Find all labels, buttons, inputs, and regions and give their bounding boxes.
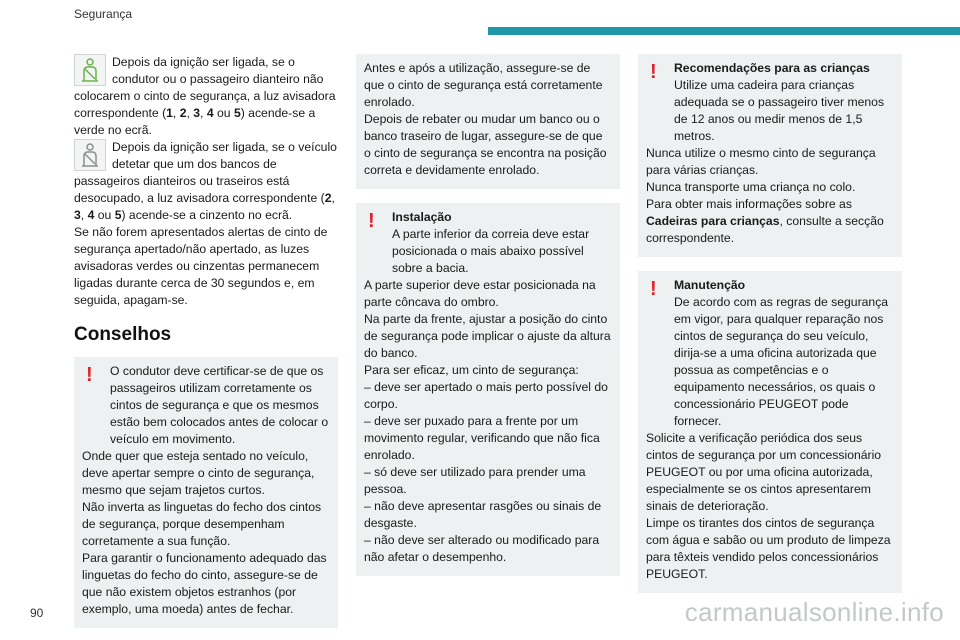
child-seats-link[interactable]: Cadeiras para crianças <box>646 214 780 228</box>
installation-item: – não deve ser alterado ou modificado para não afetar o desempenho. <box>364 533 600 564</box>
maintenance-title: Manutenção <box>674 278 746 292</box>
maintenance-box <box>638 271 902 593</box>
winding-p2: Depois de rebater ou mudar um banco ou o banco traseiro de lugar, assegure-se de que o cinto de segurança se encontra na posição correta e devidamente enrolado. <box>364 112 607 177</box>
installation-title: Instalação <box>392 210 452 224</box>
maintenance-lead <box>646 277 894 430</box>
children-p4: Para obter mais informações sobre as Cadeiras para crianças, consulte a secção correspondente. <box>646 197 884 245</box>
installation-item: – deve ser puxado para a frente por um movimento regular, verificando que não fica enrolado. <box>364 414 600 462</box>
children-lead <box>646 60 894 145</box>
warning-exclamation-icon: ! <box>650 278 657 300</box>
seatbelt-vacant-text: Depois da ignição ser ligada, se o veículo detetar que um dos bancos de passageiros dianteiros ou traseiros está desocupado, a luz avisadora correspondente (2, 3, 4 ou 5) acende-se a cinzento no ecrã. <box>74 140 337 222</box>
children-p3: Nunca transporte uma criança no colo. <box>646 180 856 194</box>
warning-exclamation-icon: ! <box>86 364 93 386</box>
maintenance-p3: Limpe os tirantes dos cintos de segurança com água e sabão ou um produto de limpeza para têxteis vendido pelos concessionários PEUGEOT. <box>646 516 891 581</box>
children-box <box>638 54 902 257</box>
column-2 <box>356 54 620 590</box>
maintenance-p2: Solicite a verificação periódica dos seus cintos de segurança por um concessionário PEUGEOT ou por uma oficina autorizada, especialmente se os cintos apresentarem sinais de deterioração. <box>646 431 882 513</box>
installation-p2: A parte superior deve estar posicionada na parte côncava do ombro. <box>364 278 596 309</box>
section-title-conselhos: Conselhos <box>74 324 172 345</box>
winding-p1: Antes e após a utilização, assegure-se de que o cinto de segurança está corretamente enrolado. <box>364 61 603 109</box>
winding-box <box>356 54 620 189</box>
seatbelt-para-front <box>74 54 338 139</box>
installation-item: – deve ser apertado o mais perto possível do corpo. <box>364 380 608 411</box>
watermark: carmanualsonline.info <box>684 597 944 627</box>
children-lead-text: Utilize uma cadeira para crianças adequada se o passageiro tiver menos de 12 anos ou medir menos de 1,5 metros. <box>674 78 885 143</box>
installation-p3: Na parte da frente, ajustar a posição do cinto de segurança pode implicar o ajuste da altura do banco. <box>364 312 611 360</box>
alerts-paragraph: Se não forem apresentados alertas de cinto de segurança apertado/não apertado, as luzes avisadoras verdes ou cinzentas permanecem ligadas durante cerca de 30 segundos e, em seguida, apagam-se. <box>74 225 328 307</box>
warning-exclamation-icon: ! <box>650 61 657 83</box>
advice-p4: Para garantir o funcionamento adequado das linguetas do fecho do cinto, assegure-se de que não existem objetos estranhos (por exemplo, uma moeda) antes de fechar. <box>82 551 327 616</box>
seatbelt-warning-icon <box>74 54 106 86</box>
header-section-label: Segurança <box>74 7 133 21</box>
warning-exclamation-icon: ! <box>368 210 375 232</box>
seatbelt-para-vacant <box>74 139 338 224</box>
seatbelt-front-text: Depois da ignição ser ligada, se o condutor ou o passageiro dianteiro não colocarem o cinto de segurança, a luz avisadora correspondente (1, 2, 3, 4 ou 5) acende-se a verde no ecrã. <box>74 55 336 137</box>
seatbelt-warning-icon <box>74 139 106 171</box>
children-p2: Nunca utilize o mesmo cinto de segurança para várias crianças. <box>646 146 876 177</box>
installation-p4: Para ser eficaz, um cinto de segurança: <box>364 363 579 377</box>
installation-item: – não deve apresentar rasgões ou sinais de desgaste. <box>364 499 602 530</box>
children-title: Recomendações para as crianças <box>674 61 870 75</box>
page-number: 90 <box>30 606 44 620</box>
installation-lead <box>364 209 612 277</box>
advice-p2: Onde quer que esteja sentado no veículo, deve apertar sempre o cinto de segurança, mesmo que sejam trajetos curtos. <box>82 449 315 497</box>
installation-lead-text: A parte inferior da correia deve estar posicionada o mais abaixo possível sobre a bacia. <box>392 227 590 275</box>
advice-lead: ! O condutor deve certificar-se de que os passageiros utilizam corretamente os cintos de segurança e que os mesmos estão bem colocados antes de colocar o veículo em movimento. <box>86 364 329 446</box>
installation-box <box>356 203 620 576</box>
column-1 <box>74 54 338 640</box>
advice-p3: Não inverta as linguetas do fecho dos cintos de segurança, porque desempenham corretamente a sua função. <box>82 500 322 548</box>
column-3 <box>638 54 902 607</box>
maintenance-lead-text: De acordo com as regras de segurança em vigor, para qualquer reparação nos cintos de segurança do seu veículo, dirija-se a uma oficina autorizada que possua as competências e o equipamento necessários, os quais o concessionário PEUGEOT pode fornecer. <box>674 295 889 428</box>
header-accent-bar <box>488 27 960 35</box>
installation-item: – só deve ser utilizado para prender uma pessoa. <box>364 465 586 496</box>
advice-box <box>74 357 338 628</box>
